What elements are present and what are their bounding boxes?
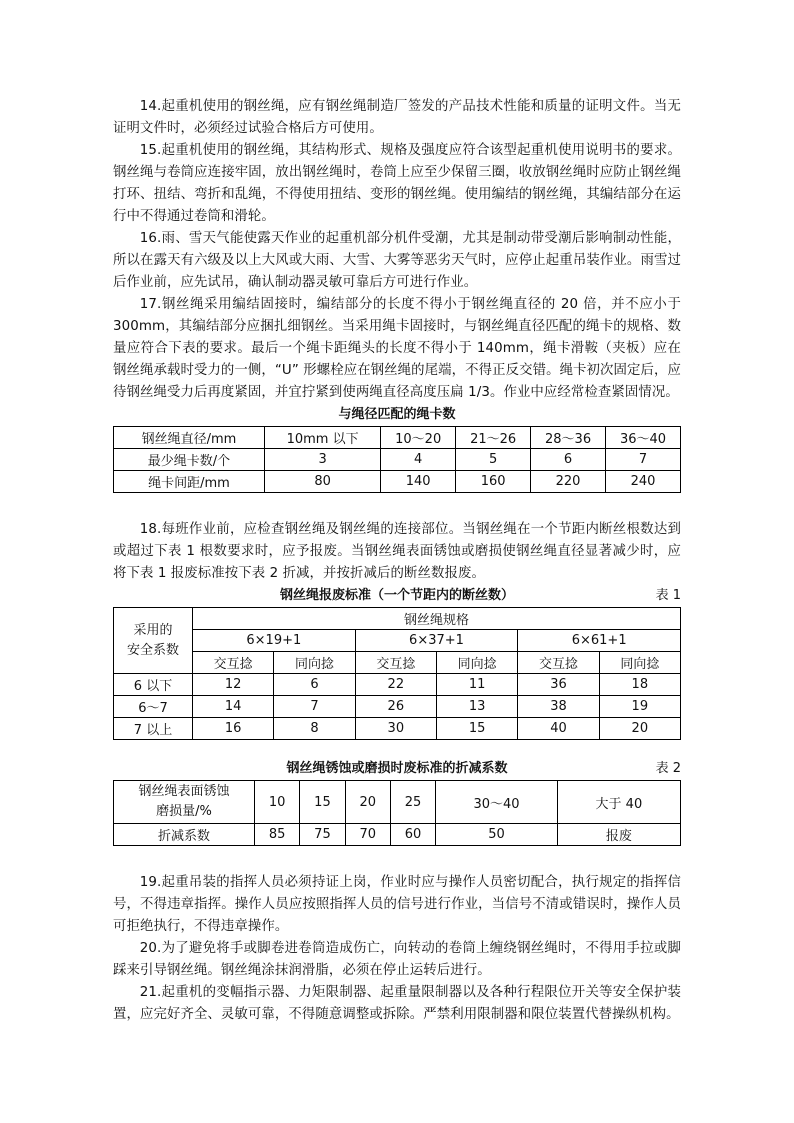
spec-header: 6×19+1	[193, 630, 356, 652]
table-header-row	[114, 781, 681, 824]
twist-header: 同向捻	[436, 652, 517, 674]
table-cell: 大于 40	[557, 781, 680, 824]
table-cell: 16	[193, 718, 274, 740]
table-cell: 11	[436, 674, 517, 696]
table-cell: 220	[531, 471, 606, 493]
table2-caption	[113, 585, 681, 607]
spacer	[113, 740, 681, 758]
table-cell: 10mm 以下	[265, 427, 381, 449]
table-cell: 15	[300, 781, 345, 824]
clip-count-table	[113, 426, 681, 493]
safety-factor-header	[114, 608, 193, 674]
table-cell: 70	[345, 824, 390, 846]
table1-caption	[113, 404, 681, 426]
table-cell: 36	[518, 674, 599, 696]
table-cell: 最少绳卡数/个	[114, 449, 265, 471]
spec-header: 6×61+1	[518, 630, 681, 652]
table-cell: 10	[255, 781, 300, 824]
table-header-row	[114, 608, 681, 630]
table-cell: 折减系数	[114, 824, 255, 846]
table-cell: 25	[390, 781, 435, 824]
table-row	[114, 674, 681, 696]
table-header-row	[114, 630, 681, 652]
table-cell: 36～40	[606, 427, 681, 449]
table-row	[114, 696, 681, 718]
table-row	[114, 427, 681, 449]
spacer	[113, 846, 681, 872]
table-header-row	[114, 652, 681, 674]
table-cell: 12	[193, 674, 274, 696]
table-cell: 5	[456, 449, 531, 471]
table-cell: 85	[255, 824, 300, 846]
table2-title: 钢丝绳报废标准（一个节距内的断丝数）	[279, 588, 514, 603]
header-line: 磨损量/%	[156, 804, 212, 819]
table-cell: 8	[274, 718, 355, 740]
table-cell: 20	[599, 718, 680, 740]
table1-title: 与绳径匹配的绳卡数	[338, 407, 456, 422]
paragraph-20: 20.为了避免将手或脚卷进卷筒造成伤亡，向转动的卷筒上缠绕钢丝绳时，不得用手拉或脚踩来引导钢丝绳。钢丝绳涂抹润滑脂，必须在停止运转后进行。	[113, 941, 681, 978]
paragraph-16: 16.雨、雪天气能使露天作业的起重机部分机件受潮，尤其是制动带受潮后影响制动性能，所以在露天有六级及以上大风或大雨、大雪、大雾等恶劣天气时，应停止起重吊装作业。雨雪过后作业前，应先试吊，确认制动器灵敏可靠后方可进行作业。	[113, 231, 681, 290]
table-cell: 240	[606, 471, 681, 493]
paragraph-18: 18.每班作业前，应检查钢丝绳及钢丝绳的连接部位。当钢丝绳在一个节距内断丝根数达到或超过下表 1 根数要求时，应予报废。当钢丝绳表面锈蚀或磨损使钢丝绳直径显著减少时，应将下表 1 报废标准按下表 2 折减，并按折减后的断丝数报废。	[113, 522, 681, 581]
table-cell: 21～26	[456, 427, 531, 449]
table-cell: 50	[436, 824, 558, 846]
twist-header: 交互捻	[518, 652, 599, 674]
paragraph-14: 14.起重机使用的钢丝绳，应有钢丝绳制造厂签发的产品技术性能和质量的证明文件。当无证明文件时，必须经过试验合格后方可使用。	[113, 99, 681, 136]
table-cell: 18	[599, 674, 680, 696]
header-line: 钢丝绳表面锈蚀	[138, 784, 230, 799]
table3-number: 表 2	[655, 761, 681, 776]
paragraph-17: 17.钢丝绳采用编结固接时，编结部分的长度不得小于钢丝绳直径的 20 倍，并不应小于 300mm，其编结部分应捆扎细钢丝。当采用绳卡固接时，与钢丝绳直径匹配的绳卡的规格、数量应符合下表的要求。最后一个绳卡距绳头的长度不得小于 140mm，绳卡滑鞍（夹板）应在钢丝绳承载时受力的一侧，“U” 形螺栓应在钢丝绳的尾端，不得正反交错。绳卡初次固定后，应待钢丝绳受力后再度紧固，并宜拧紧到使两绳直径高度压扁 1/3。作业中应经常检查紧固情况。	[113, 297, 681, 400]
table-cell: 6	[274, 674, 355, 696]
table-cell: 38	[518, 696, 599, 718]
table-cell: 20	[345, 781, 390, 824]
table-cell: 160	[456, 471, 531, 493]
table-row	[114, 824, 681, 846]
table-cell: 14	[193, 696, 274, 718]
table-cell: 60	[390, 824, 435, 846]
twist-header: 同向捻	[274, 652, 355, 674]
spec-header: 6×37+1	[355, 630, 518, 652]
table-cell: 80	[265, 471, 381, 493]
table-row	[114, 449, 681, 471]
twist-header: 交互捻	[193, 652, 274, 674]
table-row	[114, 718, 681, 740]
table3-caption	[113, 758, 681, 780]
table2-number: 表 1	[655, 588, 681, 603]
table-cell: 30	[355, 718, 436, 740]
header-line: 安全系数	[126, 642, 179, 658]
table-cell: 6 以下	[114, 674, 193, 696]
reduction-factor-table	[113, 780, 681, 846]
table3-title: 钢丝绳锈蚀或磨损时废标准的折减系数	[286, 761, 508, 776]
table-cell: 3	[265, 449, 381, 471]
document-page	[113, 96, 681, 1026]
paragraph-19: 19.起重吊装的指挥人员必须持证上岗，作业时应与操作人员密切配合，执行规定的指挥信号，不得违章指挥。操作人员应按照指挥人员的信号进行作业，当信号不清或错误时，操作人员可拒绝执行，不得违章操作。	[113, 875, 681, 934]
table-row	[114, 471, 681, 493]
table-cell: 7 以上	[114, 718, 193, 740]
twist-header: 同向捻	[599, 652, 680, 674]
table-cell: 75	[300, 824, 345, 846]
wear-header	[114, 781, 255, 824]
table-cell: 30～40	[436, 781, 558, 824]
table-cell: 6～7	[114, 696, 193, 718]
table-cell: 13	[436, 696, 517, 718]
table-cell: 钢丝绳直径/mm	[114, 427, 265, 449]
header-line: 采用的	[133, 622, 173, 638]
table-cell: 28～36	[531, 427, 606, 449]
table-cell: 10～20	[381, 427, 456, 449]
table-cell: 26	[355, 696, 436, 718]
table-cell: 40	[518, 718, 599, 740]
table-cell: 15	[436, 718, 517, 740]
table-cell: 7	[274, 696, 355, 718]
table-cell: 绳卡间距/mm	[114, 471, 265, 493]
scrap-standard-table	[113, 607, 681, 740]
table-cell: 6	[531, 449, 606, 471]
paragraph-15: 15.起重机使用的钢丝绳，其结构形式、规格及强度应符合该型起重机使用说明书的要求。钢丝绳与卷筒应连接牢固，放出钢丝绳时，卷筒上应至少保留三圈，收放钢丝绳时应防止钢丝绳打环、扭结、弯折和乱绳，不得使用扭结、变形的钢丝绳。使用编结的钢丝绳，其编结部分在运行中不得通过卷筒和滑轮。	[113, 143, 681, 224]
twist-header: 交互捻	[355, 652, 436, 674]
table-cell: 4	[381, 449, 456, 471]
table-cell: 7	[606, 449, 681, 471]
table-cell: 22	[355, 674, 436, 696]
table-cell: 报废	[557, 824, 680, 846]
paragraph-21: 21.起重机的变幅指示器、力矩限制器、起重量限制器以及各种行程限位开关等安全保护装置，应完好齐全、灵敏可靠，不得随意调整或拆除。严禁利用限制器和限位装置代替操纵机构。	[113, 985, 681, 1022]
spacer	[113, 493, 681, 519]
table-cell: 19	[599, 696, 680, 718]
rope-spec-header: 钢丝绳规格	[193, 608, 681, 630]
table-cell: 140	[381, 471, 456, 493]
